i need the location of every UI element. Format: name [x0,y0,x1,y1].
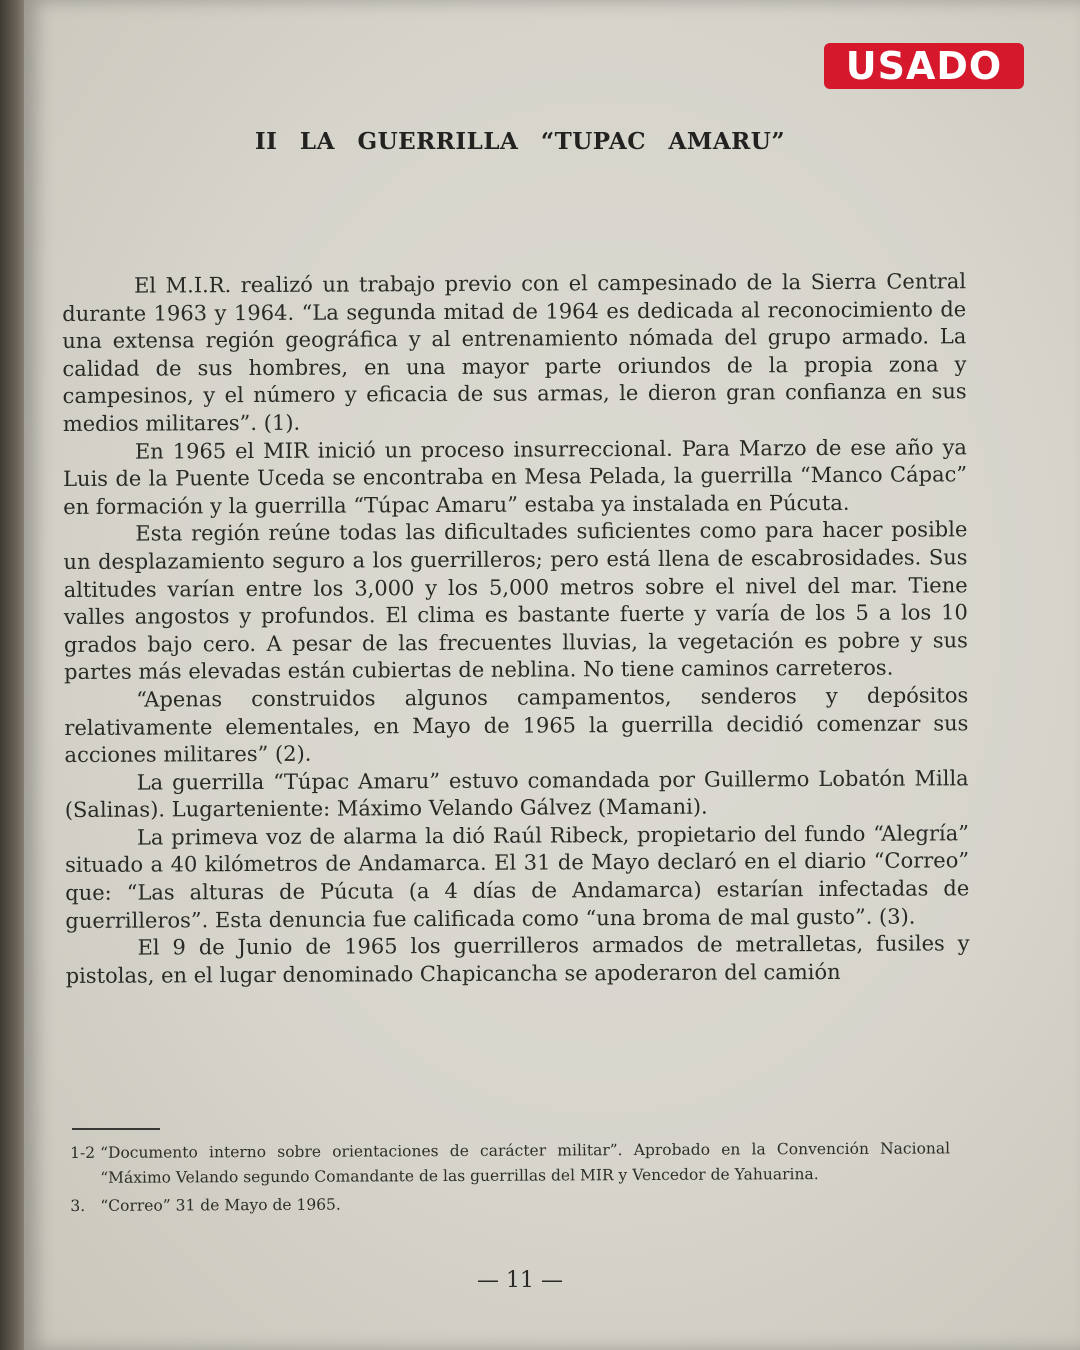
footnote-text: “Correo” 31 de Mayo de 1965. [100,1195,341,1215]
footnote-number: 3. [70,1196,86,1215]
footnote-text: “Documento interno sobre orientaciones de carácter militar”. Aprobado en la Convención Nacional “Máximo Velando segundo Comandante de las guerrillas del MIR y Vencedor de Yahuarina. [100,1139,951,1187]
paragraph: Esta región reúne todas las dificultades suficientes como para hacer posible un desplazamiento seguro a los guerrilleros; pero está llena de escabrosidades. Sus altitudes varían entre los 3,000 y los 5,000 metros sobre el nivel del mar. Tiene valles angostos y profundos. El clima es bastante fuerte y varía de los 5 a los 10 grados bajo cero. A pesar de las frecuentes lluvias, la vegetación es pobre y sus partes más elevadas están cubiertas de neblina. No tiene caminos carreteros. [63,517,968,685]
paragraph: La primeva voz de alarma la dió Raúl Ribeck, propietario del fundo “Alegría” situado a 40 kilómetros de Andamarca. El 31 de Mayo declaró en el diario “Correo” que: “Las alturas de Púcuta (a 4 días de Andamarca) estarían infectadas de guerrilleros”. Esta denuncia fue calificada como “una broma de mal gusto”. (3). [65,821,970,933]
paragraph: “Apenas construidos algunos campamentos, senderos y depósitos relativamente elementales, en Mayo de 1965 la guerrilla decidió comenzar sus acciones militares” (2). [64,683,969,768]
used-badge: USADO [824,43,1024,89]
footnote-divider [72,1128,160,1130]
paragraph: El 9 de Junio de 1965 los guerrilleros armados de metralletas, fusiles y pistolas, en el lugar denominado Chapicancha se apoderaron del camión [65,931,970,988]
page-number: — 11 — [477,1268,563,1293]
body-text [62,268,970,990]
paragraph: El M.I.R. realizó un trabajo previo con el campesinado de la Sierra Central durante 1963 y 1964. “La segunda mitad de 1964 es dedicada al reconocimiento de una extensa región geográfica y al entrenamiento nómada del grupo armado. La calidad de sus hombres, en una mayor parte oriundos de la propia zona y campesinos, y el número y eficacia de sus armas, le dieron gran confianza en sus medios militares”. (1). [62,269,967,436]
paragraph: En 1965 el MIR inició un proceso insurreccional. Para Marzo de ese año ya Luis de la Puente Uceda se encontraba en Mesa Pelada, la guerrilla “Manco Cápac” en formación y la guerrilla “Túpac Amaru” estaba ya instalada en Púcuta. [63,434,968,519]
footnotes [70,1136,950,1222]
footnote [70,1189,950,1219]
paragraph: La guerrilla “Túpac Amaru” estuvo comandada por Guillermo Lobatón Milla (Salinas). Lugarteniente: Máximo Velando Gálvez (Mamani). [64,765,969,823]
footnote [70,1136,950,1191]
chapter-title: II LA GUERRILLA “TUPAC AMARU” [254,128,786,155]
footnote-number: 1-2 [70,1143,96,1162]
